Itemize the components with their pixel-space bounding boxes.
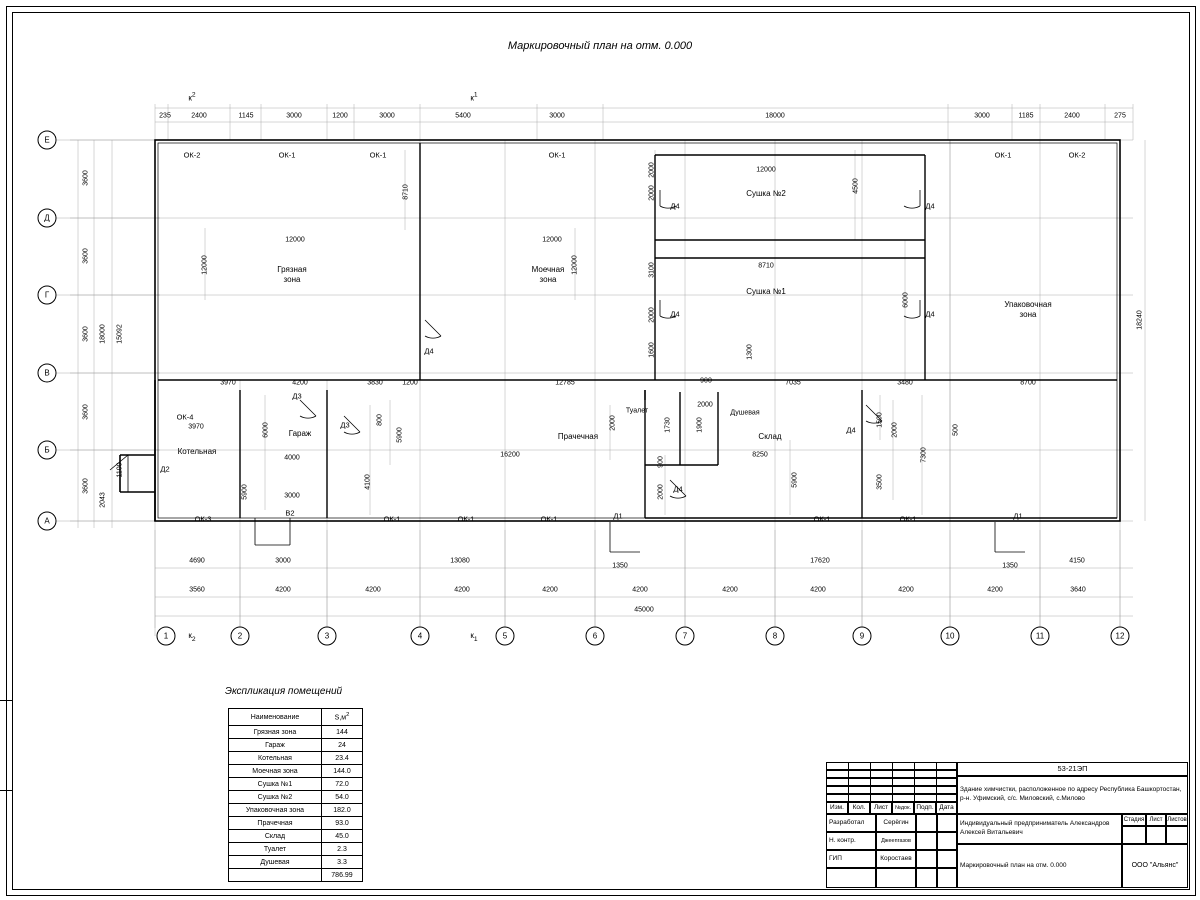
dim-interior: 5900 xyxy=(396,427,404,443)
rev-grid-divider xyxy=(870,762,873,802)
dim-interior: 4200 xyxy=(292,379,308,387)
room-label-dry2: Сушка №2 xyxy=(746,189,786,198)
dim-interior: 1730 xyxy=(664,417,672,433)
room-label-storage: Склад xyxy=(758,432,782,441)
dim-top: 1200 xyxy=(332,112,348,120)
dim-bottom: 13080 xyxy=(450,557,470,565)
sheets-value xyxy=(1166,826,1188,844)
dim-left-total: 18000 xyxy=(99,324,107,344)
dim-interior: 2000 xyxy=(657,484,665,500)
opening-label-ok1: ОК-1 xyxy=(369,150,387,160)
room-name-cell: Гараж xyxy=(229,739,322,752)
dim-bottom2: 4200 xyxy=(365,586,381,594)
drawing-title: Маркировочный план на отм. 0.000 xyxy=(507,40,693,52)
dim-interior: 800 xyxy=(376,414,384,426)
dim-interior: 12000 xyxy=(756,166,776,174)
dim-left: 3600 xyxy=(82,248,90,264)
dim-interior: 8700 xyxy=(1020,379,1036,387)
dim-interior: 2000 xyxy=(648,307,656,323)
dim-top: 3000 xyxy=(974,112,990,120)
room-area-cell: 54.0 xyxy=(322,791,363,804)
dim-interior: 3970 xyxy=(188,423,204,431)
rev-grid-divider xyxy=(936,762,939,802)
opening-label-ok1: ОК-1 xyxy=(278,150,296,160)
role-name-normcontrol: Джеепгазов xyxy=(876,832,916,850)
rev-grid-divider xyxy=(892,762,895,802)
axis-label-d: Д xyxy=(38,209,57,228)
dim-bottom: 17620 xyxy=(810,557,830,565)
room-label-toilet: Туалет xyxy=(625,407,649,415)
table-row xyxy=(229,778,363,791)
explication-title: Экспликация помещений xyxy=(225,686,343,697)
room-label-dirty-zone: Грязная зона xyxy=(277,265,307,284)
room-name-cell: Котельная xyxy=(229,752,322,765)
dim-bottom2: 4200 xyxy=(898,586,914,594)
role-date-cell xyxy=(937,850,957,868)
table-row-total xyxy=(229,869,363,882)
room-label-pack-zone: Упаковочная зона xyxy=(1004,300,1052,319)
dim-left-extra: 2043 xyxy=(99,492,107,508)
opening-label-d4: Д4 xyxy=(670,201,680,211)
role-label-normcontrol: Н. контр. xyxy=(826,832,876,850)
opening-label-d1: Д1 xyxy=(613,511,623,521)
object-description: Здание химчистки, расположенное по адресу Республика Башкортостан, р-н. Уфимский, с/с. Миловский, с.Милово xyxy=(957,776,1188,814)
rev-header-izm: Изм. xyxy=(826,802,848,814)
dim-bottom2: 4200 xyxy=(987,586,1003,594)
sheet-value xyxy=(1146,826,1166,844)
dim-interior: 12000 xyxy=(542,236,562,244)
dim-top: 275 xyxy=(1114,112,1126,120)
dim-interior: 4500 xyxy=(852,178,860,194)
table-row xyxy=(229,765,363,778)
opening-label-ok4: ОК-4 xyxy=(176,412,194,422)
dim-left: 3600 xyxy=(82,478,90,494)
dim-interior: 1900 xyxy=(696,417,704,433)
dim-interior: 1200 xyxy=(402,379,418,387)
dim-bottom2: 3560 xyxy=(189,586,205,594)
role-empty-cell xyxy=(916,868,937,888)
axis-label-b: Б xyxy=(38,441,57,460)
dim-bottom-total: 45000 xyxy=(634,606,654,614)
axis-label-v: В xyxy=(38,364,57,383)
dim-interior: 4000 xyxy=(284,454,300,462)
dim-bottom2: 4200 xyxy=(722,586,738,594)
axis-label-2: 2 xyxy=(231,627,250,646)
table-header-row xyxy=(229,709,363,726)
role-sign-cell xyxy=(916,814,937,832)
section-mark-k1-bottom: $к_1$ xyxy=(470,631,478,643)
dim-interior: 3000 xyxy=(284,492,300,500)
dim-top: 235 xyxy=(159,112,171,120)
project-code: 53-21ЭП xyxy=(957,762,1188,776)
axis-label-4: 4 xyxy=(411,627,430,646)
axis-label-12: 12 xyxy=(1111,627,1130,646)
room-name-cell: Склад xyxy=(229,830,322,843)
col-header-area: $S,м^2$ xyxy=(322,709,363,726)
dim-interior: 12785 xyxy=(555,379,575,387)
role-empty-cell xyxy=(937,868,957,888)
table-row xyxy=(229,791,363,804)
dim-left: 3600 xyxy=(82,170,90,186)
opening-label-d4: Д4 xyxy=(673,484,683,494)
dim-interior: 1300 xyxy=(746,344,754,360)
table-row xyxy=(229,752,363,765)
dim-top: 3000 xyxy=(549,112,565,120)
dim-bottom: 3000 xyxy=(275,557,291,565)
opening-label-ok3: ОК-3 xyxy=(194,514,212,524)
dim-top: 5400 xyxy=(455,112,471,120)
opening-label-ok1: ОК-1 xyxy=(383,514,401,524)
dim-interior: 5900 xyxy=(791,472,799,488)
axis-label-11: 11 xyxy=(1031,627,1050,646)
dim-interior: 1500 xyxy=(876,412,884,428)
opening-label-ok2: ОК-2 xyxy=(183,150,201,160)
dim-right-inner: 500 xyxy=(952,424,960,436)
opening-label-ok1: ОК-1 xyxy=(813,514,831,524)
dim-top: 3000 xyxy=(286,112,302,120)
room-name-cell: Туалет xyxy=(229,843,322,856)
axis-label-1: 1 xyxy=(157,627,176,646)
role-date-cell xyxy=(937,814,957,832)
dim-left-extra2: 1100 xyxy=(116,462,124,478)
dim-interior: 7300 xyxy=(920,447,928,463)
opening-label-d2: Д2 xyxy=(160,464,170,474)
dim-interior: 3100 xyxy=(648,262,656,278)
dim-top: 3000 xyxy=(379,112,395,120)
company-name: ООО "Альянс" xyxy=(1122,844,1188,888)
section-mark-k2-bottom: $к_2$ xyxy=(188,631,196,643)
rev-header-list: Лист xyxy=(870,802,892,814)
sheet-title: Маркировочный план на отм. 0.000 xyxy=(957,844,1122,888)
section-mark-k1-top: $к^1$ xyxy=(470,91,478,103)
opening-label-d3: Д3 xyxy=(292,391,302,401)
table-row xyxy=(229,804,363,817)
room-name-cell: Сушка №2 xyxy=(229,791,322,804)
dim-interior: 3970 xyxy=(220,379,236,387)
dim-left: 3600 xyxy=(82,326,90,342)
rev-header-data: Дата xyxy=(936,802,957,814)
room-area-cell: 23.4 xyxy=(322,752,363,765)
room-name-cell: Грязная зона xyxy=(229,726,322,739)
table-row xyxy=(229,739,363,752)
table-row xyxy=(229,843,363,856)
dim-interior: 2000 xyxy=(891,422,899,438)
role-name-gip: Коростаев xyxy=(876,850,916,868)
room-area-cell: 182.0 xyxy=(322,804,363,817)
total-area-cell: 786.99 xyxy=(322,869,363,882)
role-empty-cell xyxy=(826,868,876,888)
dim-top: 2400 xyxy=(191,112,207,120)
room-area-cell: 3.3 xyxy=(322,856,363,869)
total-name-cell xyxy=(229,869,322,882)
dim-bottom2: 4200 xyxy=(454,586,470,594)
dim-interior: 4100 xyxy=(364,474,372,490)
opening-label-d4: Д4 xyxy=(925,201,935,211)
dim-interior: 3500 xyxy=(876,474,884,490)
table-row xyxy=(229,817,363,830)
room-area-cell: 144 xyxy=(322,726,363,739)
opening-label-ok1: ОК-1 xyxy=(457,514,475,524)
room-area-cell: 72.0 xyxy=(322,778,363,791)
dim-right-total: 18240 xyxy=(1136,310,1144,330)
client-name: Индивидуальный предприниматель Александров Алексей Витальевич xyxy=(957,814,1122,844)
dim-interior: 3480 xyxy=(897,379,913,387)
dim-interior: 5900 xyxy=(241,484,249,500)
dim-bottom: 1350 xyxy=(1002,562,1018,570)
dim-interior: 2000 xyxy=(609,415,617,431)
rev-header-kol: Кол. xyxy=(848,802,870,814)
rev-grid-divider xyxy=(914,762,917,802)
axis-label-e: Е xyxy=(38,131,57,150)
room-area-cell: 144.0 xyxy=(322,765,363,778)
role-date-cell xyxy=(937,832,957,850)
room-label-laundry: Прачечная xyxy=(557,432,599,441)
role-sign-cell xyxy=(916,850,937,868)
dim-bottom2: 4200 xyxy=(542,586,558,594)
dim-interior: 8710 xyxy=(402,184,410,200)
role-label-developer: Разработал xyxy=(826,814,876,832)
opening-label-ok1: ОК-1 xyxy=(540,514,558,524)
room-label-dry1: Сушка №1 xyxy=(746,287,786,296)
axis-label-7: 7 xyxy=(676,627,695,646)
rev-grid-divider xyxy=(848,762,851,802)
axis-label-9: 9 xyxy=(853,627,872,646)
dim-bottom2: 4200 xyxy=(632,586,648,594)
dim-top: 2400 xyxy=(1064,112,1080,120)
opening-label-ok2: ОК-2 xyxy=(1068,150,1086,160)
table-row xyxy=(229,726,363,739)
rev-header-ndok: №док. xyxy=(892,802,914,814)
section-mark-k2-top: $к^2$ xyxy=(188,91,196,103)
axis-label-5: 5 xyxy=(496,627,515,646)
opening-label-b2: В2 xyxy=(285,508,295,518)
room-name-cell: Сушка №1 xyxy=(229,778,322,791)
dim-top: 1185 xyxy=(1018,112,1034,120)
dim-bottom2: 4200 xyxy=(275,586,291,594)
dim-interior: 8710 xyxy=(758,262,774,270)
axis-label-a: А xyxy=(38,512,57,531)
room-label-wash-zone: Моечная зона xyxy=(531,265,565,284)
role-sign-cell xyxy=(916,832,937,850)
dim-bottom2: 3640 xyxy=(1070,586,1086,594)
dim-interior: 16200 xyxy=(500,451,520,459)
sheets-header: Листов xyxy=(1166,814,1188,826)
room-area-cell: 45.0 xyxy=(322,830,363,843)
dim-interior: 2000 xyxy=(648,162,656,178)
room-area-cell: 2.3 xyxy=(322,843,363,856)
dim-interior: 900 xyxy=(657,456,665,468)
opening-label-d3: Д3 xyxy=(340,420,350,430)
role-name-developer: Серёгин xyxy=(876,814,916,832)
opening-label-d4: Д4 xyxy=(670,309,680,319)
room-label-shower: Душевая xyxy=(730,409,760,417)
axis-label-8: 8 xyxy=(766,627,785,646)
dim-bottom: 1350 xyxy=(612,562,628,570)
dim-interior: 8250 xyxy=(752,451,768,459)
table-row xyxy=(229,856,363,869)
dim-bottom: 4150 xyxy=(1069,557,1085,565)
dim-left-total2: 15092 xyxy=(116,324,124,344)
dim-interior: 2000 xyxy=(648,185,656,201)
opening-label-d4: Д4 xyxy=(846,425,856,435)
room-area-cell: 93.0 xyxy=(322,817,363,830)
opening-label-d4: Д4 xyxy=(925,309,935,319)
role-label-gip: ГИП xyxy=(826,850,876,868)
dim-left: 3600 xyxy=(82,404,90,420)
stage-header: Стадия xyxy=(1122,814,1146,826)
dim-interior: 1600 xyxy=(648,342,656,358)
title-block xyxy=(826,762,1188,888)
opening-label-d4: Д4 xyxy=(424,346,434,356)
room-name-cell: Моечная зона xyxy=(229,765,322,778)
rev-header-podp: Подп. xyxy=(914,802,936,814)
dim-interior: 6000 xyxy=(902,292,910,308)
room-name-cell: Прачечная xyxy=(229,817,322,830)
dim-interior: 3830 xyxy=(367,379,383,387)
col-header-name: Наименование xyxy=(229,709,322,726)
room-name-cell: Упаковочная зона xyxy=(229,804,322,817)
dim-bottom: 4690 xyxy=(189,557,205,565)
dim-interior: 7035 xyxy=(785,379,801,387)
dim-interior: 12000 xyxy=(285,236,305,244)
axis-label-10: 10 xyxy=(941,627,960,646)
opening-label-ok1: ОК-1 xyxy=(994,150,1012,160)
dim-interior: 900 xyxy=(700,377,712,385)
axis-label-6: 6 xyxy=(586,627,605,646)
axis-label-g: Г xyxy=(38,286,57,305)
stage-value xyxy=(1122,826,1146,844)
dim-interior: 6000 xyxy=(262,422,270,438)
room-label-garage: Гараж xyxy=(288,429,312,438)
opening-label-d1: Д1 xyxy=(1013,511,1023,521)
dim-interior: 12000 xyxy=(201,255,209,275)
dim-top: 18000 xyxy=(765,112,785,120)
dim-interior: 12000 xyxy=(571,255,579,275)
table-row xyxy=(229,830,363,843)
dim-bottom2: 4200 xyxy=(810,586,826,594)
opening-label-ok1: ОК-1 xyxy=(899,514,917,524)
role-empty-cell xyxy=(876,868,916,888)
room-label-boiler: Котельная xyxy=(177,447,217,456)
axis-label-3: 3 xyxy=(318,627,337,646)
room-area-cell: 24 xyxy=(322,739,363,752)
sheet-header: Лист xyxy=(1146,814,1166,826)
opening-label-ok1: ОК-1 xyxy=(548,150,566,160)
dim-top: 1145 xyxy=(238,112,254,120)
dim-interior: 2000 xyxy=(697,401,713,409)
explication-table xyxy=(228,708,363,882)
room-name-cell: Душевая xyxy=(229,856,322,869)
